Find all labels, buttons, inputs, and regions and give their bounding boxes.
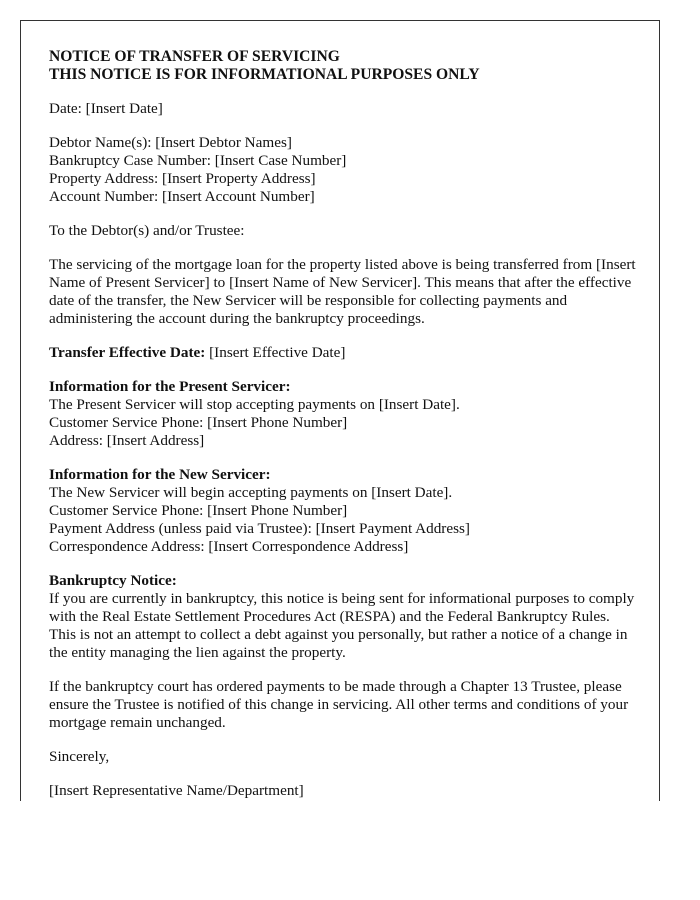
title-line-1: NOTICE OF TRANSFER OF SERVICING [49, 48, 340, 65]
property-address: Property Address: [Insert Property Address] [49, 170, 316, 187]
intro-paragraph: The servicing of the mortgage loan for the property listed above is being transferred from [Insert Name of Present Servicer] to [Insert Name of New Servicer]. This means that after the effective date of the transfer, the New Servicer will be responsible for collecting payments and administering the account during the bankruptcy proceedings. [49, 256, 636, 327]
debtor-names: Debtor Name(s): [Insert Debtor Names] [49, 134, 292, 151]
new-servicer-heading: Information for the New Servicer: [49, 466, 271, 483]
date-line: Date: [Insert Date] [49, 100, 163, 117]
debtor-details [49, 134, 639, 206]
effective-date-label: Transfer Effective Date: [49, 344, 206, 361]
salutation: To the Debtor(s) and/or Trustee: [49, 222, 245, 239]
new-servicer-section [49, 466, 639, 556]
new-servicer-start-date: The New Servicer will begin accepting payments on [Insert Date]. [49, 484, 453, 501]
bankruptcy-notice-heading: Bankruptcy Notice: [49, 572, 177, 589]
document-content [49, 48, 639, 801]
closing: Sincerely, [49, 748, 110, 765]
present-servicer-section [49, 378, 639, 450]
signature: [Insert Representative Name/Department] [49, 782, 304, 799]
present-servicer-address: Address: [Insert Address] [49, 432, 205, 449]
document-page [20, 20, 660, 801]
present-servicer-heading: Information for the Present Servicer: [49, 378, 291, 395]
effective-date-value: [Insert Effective Date] [205, 344, 346, 361]
bankruptcy-notice-section [49, 572, 639, 662]
trustee-paragraph: If the bankruptcy court has ordered payments to be made through a Chapter 13 Trustee, please ensure the Trustee is notified of this change in servicing. All other terms and conditions of your mortgage remain unchanged. [49, 678, 629, 731]
case-number: Bankruptcy Case Number: [Insert Case Number] [49, 152, 347, 169]
bankruptcy-notice-text: If you are currently in bankruptcy, this notice is being sent for informational purposes to comply with the Real Estate Settlement Procedures Act (RESPA) and the Federal Bankruptcy Rules. This is not an attempt to collect a debt against you personally, but rather a notice of a change in the entity managing the lien against the property. [49, 590, 635, 661]
effective-date [49, 344, 639, 362]
new-servicer-payment-address: Payment Address (unless paid via Trustee): [Insert Payment Address] [49, 520, 470, 537]
present-servicer-phone: Customer Service Phone: [Insert Phone Number] [49, 414, 348, 431]
new-servicer-phone: Customer Service Phone: [Insert Phone Number] [49, 502, 348, 519]
present-servicer-stop-date: The Present Servicer will stop accepting payments on [Insert Date]. [49, 396, 460, 413]
new-servicer-correspondence-address: Correspondence Address: [Insert Correspondence Address] [49, 538, 409, 555]
account-number: Account Number: [Insert Account Number] [49, 188, 315, 205]
document-title [49, 48, 639, 84]
title-line-2: THIS NOTICE IS FOR INFORMATIONAL PURPOSES ONLY [49, 66, 480, 83]
